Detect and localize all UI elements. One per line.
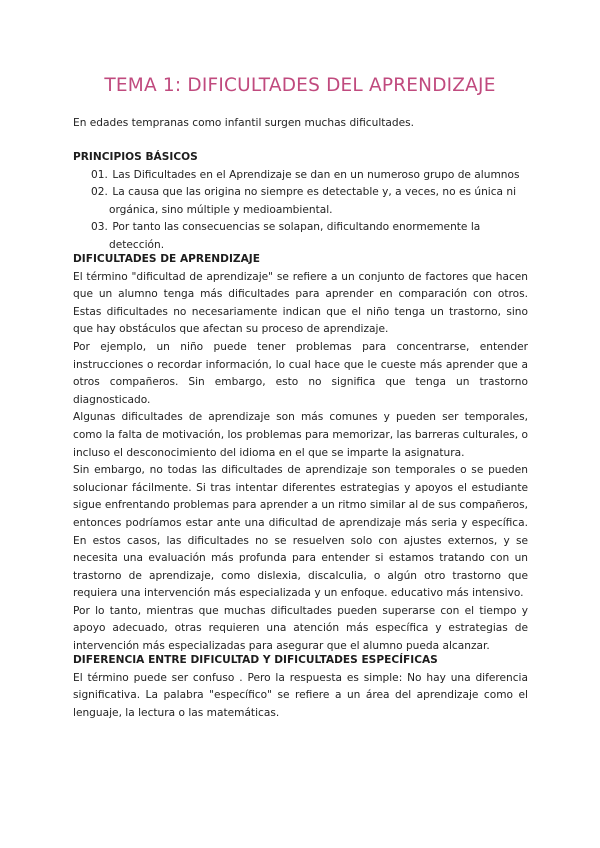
paragraph: El término puede ser confuso . Pero la respuesta es simple: No hay una diferencia significativa. La palabra "específico" se refiere a un área del aprendizaje como el lenguaje, la lectura o las matemáticas. — [73, 671, 528, 719]
section-heading: DIFERENCIA ENTRE DIFICULTAD Y DIFICULTADES ESPECÍFICAS — [73, 654, 438, 666]
section-principios-basicos — [73, 149, 529, 255]
section-heading: PRINCIPIOS BÁSICOS — [73, 151, 198, 163]
section-heading: DIFICULTADES DE APRENDIZAJE — [73, 253, 260, 265]
list-item — [91, 219, 529, 254]
section-dificultades-de-aprendizaje — [73, 251, 528, 656]
list-item-number: 02. — [91, 186, 108, 199]
list-item-text: La causa que las origina no siempre es detectable y, a veces, no es única ni orgánica, sino múltiple y medioambiental. — [109, 186, 517, 216]
list-item-text: Por tanto las consecuencias se solapan, dificultando enormemente la detección. — [109, 221, 481, 251]
list-item — [91, 167, 529, 185]
list-item — [91, 184, 529, 219]
page-title: TEMA 1: DIFICULTADES DEL APRENDIZAJE — [104, 75, 496, 96]
paragraph: Por ejemplo, un niño puede tener problemas para concentrarse, entender instrucciones o recordar información, lo cual hace que le cueste más aprender que a otros compañeros. Sin embargo, esto no significa que tenga un trastorno diagnosticado. — [73, 340, 528, 406]
paragraph: El término "dificultad de aprendizaje" se refiere a un conjunto de factores que hacen que un alumno tenga más dificultades para aprender en comparación con otros. Estas dificultades no necesariamente indican que el niño tenga un trastorno, sino que hay obstáculos que afectan su proceso de aprendizaje. — [73, 270, 528, 336]
intro-paragraph: En edades tempranas como infantil surgen muchas dificultades. — [73, 117, 415, 129]
paragraph: Sin embargo, no todas las dificultades de aprendizaje son temporales o se pueden solucionar fácilmente. Si tras intentar diferentes estrategias y apoyos el estudiante sigue enfrentando problemas para aprender a un ritmo similar al de sus compañeros, entonces podríamos estar ante una dificultad de aprendizaje más seria y específica. En estos casos, las dificultades no se resuelven solo con ajustes externos, y se necesita una evaluación más profunda para entender si estamos tratando con un trastorno de aprendizaje, como dislexia, discalculia, o algún otro trastorno que requiera una intervención más especializada y un enfoque. educativo más intensivo. — [73, 464, 528, 600]
list-item-text: Las Dificultades en el Aprendizaje se dan en un numeroso grupo de alumnos — [112, 168, 520, 181]
list-item-number: 03. — [91, 221, 108, 234]
section-diferencia — [73, 652, 528, 722]
principles-list — [73, 167, 529, 255]
list-item-number: 01. — [91, 168, 108, 181]
paragraph: Por lo tanto, mientras que muchas dificultades pueden superarse con el tiempo y apoyo adecuado, otras requieren una atención más específica y estrategias de intervención más especializadas para asegurar que el alumno pueda alcanzar. — [73, 604, 528, 653]
paragraph: Algunas dificultades de aprendizaje son más comunes y pueden ser temporales, como la falta de motivación, los problemas para memorizar, las barreras culturales, o incluso el desconocimiento del idioma en el que se imparte la asignatura. — [73, 411, 528, 459]
